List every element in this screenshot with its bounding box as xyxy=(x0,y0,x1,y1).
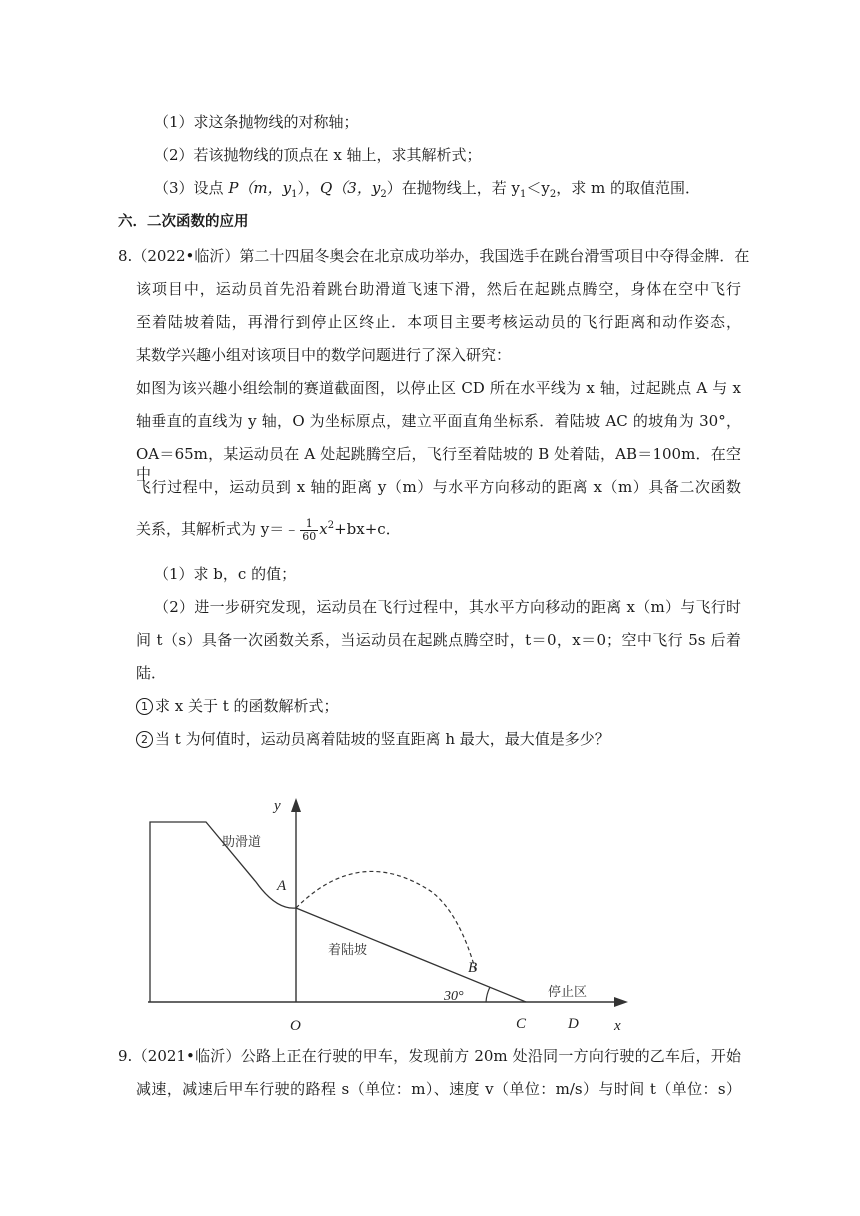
label-angle: 30° xyxy=(444,989,464,1004)
q8-source: （2022•临沂） xyxy=(132,247,240,265)
q8-line-7: OA＝65m，某运动员在 A 处起跳腾空后，飞行至着陆坡的 B 处着陆，AB＝100m．在空中 xyxy=(136,445,741,483)
label-c: C xyxy=(516,1016,527,1032)
fraction: $\frac{1}{60}$ xyxy=(302,516,317,543)
flight-path xyxy=(296,871,476,972)
q8-first-line: 8.（2022•临沂）第二十四届冬奥会在北京成功举办，我国选手在跳台滑雪项目中夺得金牌．在 xyxy=(118,247,750,265)
q8-sub-1: 1 求 x 关于 t 的函数解析式； xyxy=(136,696,339,716)
q8-part-2-line-2: 间 t（s）具备一次函数关系，当运动员在起跳点腾空时，t＝0，x＝0；空中飞行 5s 后着 xyxy=(136,631,741,649)
q8-formula-line: 关系，其解析式为 y＝﹣ $\frac{1}{60}$ $x^2+bx+c$． xyxy=(136,516,401,543)
y-axis-arrow xyxy=(291,798,301,812)
q9-line-2: 减速，减速后甲车行驶的路程 s（单位：m）、速度 v（单位：m/s）与时间 t（单位：s） xyxy=(136,1080,741,1098)
label-a: A xyxy=(277,878,287,894)
label-x: x xyxy=(614,1018,621,1034)
circled-number-1: 1 xyxy=(136,698,153,715)
q9-line-1: 9.（2021•临沂）公路上正在行驶的甲车，发现前方 20m 处沿同一方向行驶的乙车后，开始 xyxy=(118,1047,741,1065)
q8-line-2: 该项目中，运动员首先沿着跳台助滑道飞速下滑，然后在起跳点腾空，身体在空中飞行 xyxy=(136,280,741,298)
label-y: y xyxy=(274,798,281,814)
item-2: （2）若该抛物线的顶点在 x 轴上，求其解析式； xyxy=(154,146,482,164)
q8-line-4: 某数学兴趣小组对该项目中的数学问题进行了深入研究： xyxy=(136,346,512,364)
q9-number: 9 xyxy=(118,1047,128,1065)
q8-line-8: 飞行过程中，运动员到 x 轴的距离 y（m）与水平方向移动的距离 x（m）具备二次函数 xyxy=(136,478,741,496)
item-1: （1）求这条抛物线的对称轴； xyxy=(154,113,359,131)
label-d: D xyxy=(568,1016,579,1032)
q8-part-2-line-3: 陆． xyxy=(136,664,167,682)
label-slope: 着陆坡 xyxy=(328,943,368,958)
q8-sub-2: 2 当 t 为何值时，运动员离着陆坡的竖直距离 h 最大，最大值是多少？ xyxy=(136,729,610,749)
section-title: 六．二次函数的应用 xyxy=(118,214,249,230)
label-b: B xyxy=(468,960,478,976)
x-axis-arrow xyxy=(614,997,628,1007)
circled-number-2: 2 xyxy=(136,731,153,748)
label-stop-zone: 停止区 xyxy=(548,985,588,1000)
angle-arc xyxy=(486,987,490,1002)
item-3: （3）设点 P（m，$y_1$），Q（3，$y_2$）在抛物线上，若 $y_1<y_2$，求 m 的取值范围． xyxy=(154,179,700,200)
q8-number: 8 xyxy=(118,247,128,265)
q8-part-2-line-1: （2）进一步研究发现，运动员在飞行过程中，其水平方向移动的距离 x（m）与飞行时 xyxy=(154,598,741,616)
ski-jump-diagram xyxy=(140,792,640,1042)
q8-line-3: 至着陆坡着陆，再滑行到停止区终止．本项目主要考核运动员的飞行距离和动作姿态， xyxy=(136,313,741,331)
q8-line-6: 轴垂直的直线为 y 轴，O 为坐标原点，建立平面直角坐标系．着陆坡 AC 的坡角为 30°， xyxy=(136,412,741,430)
q8-part-1: （1）求 b，c 的值； xyxy=(154,565,297,583)
label-runway: 助滑道 xyxy=(222,835,262,850)
label-o: O xyxy=(290,1018,301,1034)
q8-line-5: 如图为该兴趣小组绘制的赛道截面图，以停止区 CD 所在水平线为 x 轴，过起跳点 A 与 x xyxy=(136,379,741,397)
